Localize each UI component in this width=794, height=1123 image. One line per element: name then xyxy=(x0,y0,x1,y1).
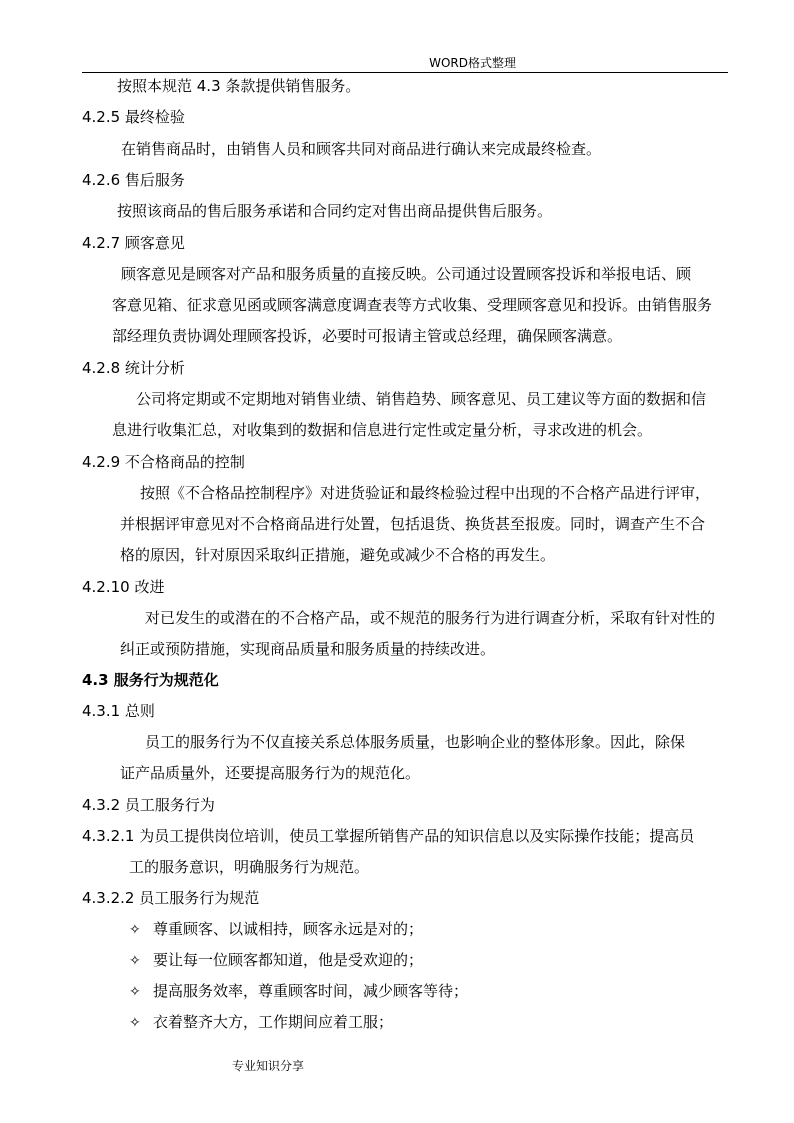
diamond-bullet-icon: ✧ xyxy=(129,922,141,938)
section-heading: 4.2.8 统计分析 xyxy=(82,359,185,377)
section-heading: 4.2.9 不合格商品的控制 xyxy=(82,453,245,471)
bullet-item xyxy=(129,949,423,972)
paragraph-line: 并根据评审意见对不合格商品进行处置，包括退货、换货甚至报废。同时，调查产生不合 xyxy=(120,515,706,533)
bullet-text: 尊重顾客、以诚相持，顾客永远是对的； xyxy=(153,920,424,938)
paragraph-line: 员工的服务行为不仅直接关系总体服务质量，也影响企业的整体形象。因此，除保 xyxy=(145,733,686,751)
paragraph-line: 息进行收集汇总，对收集到的数据和信息进行定性或定量分析，寻求改进的机会。 xyxy=(112,421,653,439)
bullet-item xyxy=(129,980,468,1003)
paragraph-line: 格的原因，针对原因采取纠正措施，避免或减少不合格的再发生。 xyxy=(120,546,556,564)
header-text: WORD格式整理 xyxy=(429,56,516,70)
paragraph-line: 4.3.2.1 为员工提供岗位培训，使员工掌握所销售产品的知识信息以及实际操作技能；提高员 xyxy=(82,827,695,845)
bullet-item xyxy=(129,918,423,941)
paragraph-line: 在销售商品时，由销售人员和顾客共同对商品进行确认来完成最终检查。 xyxy=(121,140,602,158)
paragraph-line: 按照本规范 4.3 条款提供销售服务。 xyxy=(117,77,361,95)
section-heading: 4.3.1 总则 xyxy=(82,702,155,720)
page-footer: 专业知识分享 xyxy=(232,1059,305,1073)
page-header xyxy=(82,54,728,73)
paragraph-line: 顾客意见是顾客对产品和服务质量的直接反映。公司通过设置顾客投诉和举报电话、顾 xyxy=(121,265,692,283)
diamond-bullet-icon: ✧ xyxy=(129,953,141,969)
diamond-bullet-icon: ✧ xyxy=(129,984,141,1000)
section-heading: 4.2.7 顾客意见 xyxy=(82,234,185,252)
paragraph-line: 按照该商品的售后服务承诺和合同约定对售出商品提供售后服务。 xyxy=(117,202,553,220)
paragraph-line: 工的服务意识，明确服务行为规范。 xyxy=(129,858,370,876)
section-heading-major: 4.3 服务行为规范化 xyxy=(82,671,219,689)
bullet-item xyxy=(129,1011,393,1034)
section-heading: 4.2.6 售后服务 xyxy=(82,171,185,189)
section-heading: 4.3.2.2 员工服务行为规范 xyxy=(82,889,260,907)
paragraph-line: 公司将定期或不定期地对销售业绩、销售趋势、顾客意见、员工建议等方面的数据和信 xyxy=(136,390,707,408)
paragraph-line: 纠正或预防措施，实现商品质量和服务质量的持续改进。 xyxy=(120,640,496,658)
bullet-text: 要让每一位顾客都知道，他是受欢迎的； xyxy=(153,951,424,969)
bullet-text: 衣着整齐大方，工作期间应着工服； xyxy=(153,1013,394,1031)
paragraph-line: 部经理负责协调处理顾客投诉，必要时可报请主管或总经理，确保顾客满意。 xyxy=(112,327,623,345)
section-heading: 4.2.10 改进 xyxy=(82,578,165,596)
paragraph-line: 按照《不合格品控制程序》对进货验证和最终检验过程中出现的不合格产品进行评审， xyxy=(140,484,711,502)
paragraph-line: 证产品质量外，还要提高服务行为的规范化。 xyxy=(120,764,421,782)
diamond-bullet-icon: ✧ xyxy=(129,1015,141,1031)
section-heading: 4.3.2 员工服务行为 xyxy=(82,796,215,814)
bullet-text: 提高服务效率，尊重顾客时间，减少顾客等待； xyxy=(153,982,469,1000)
section-heading: 4.2.5 最终检验 xyxy=(82,108,185,126)
paragraph-line: 客意见箱、征求意见函或顾客满意度调查表等方式收集、受理顾客意见和投诉。由销售服务 xyxy=(112,296,713,314)
paragraph-line: 对已发生的或潜在的不合格产品，或不规范的服务行为进行调查分析，采取有针对性的 xyxy=(145,609,716,627)
